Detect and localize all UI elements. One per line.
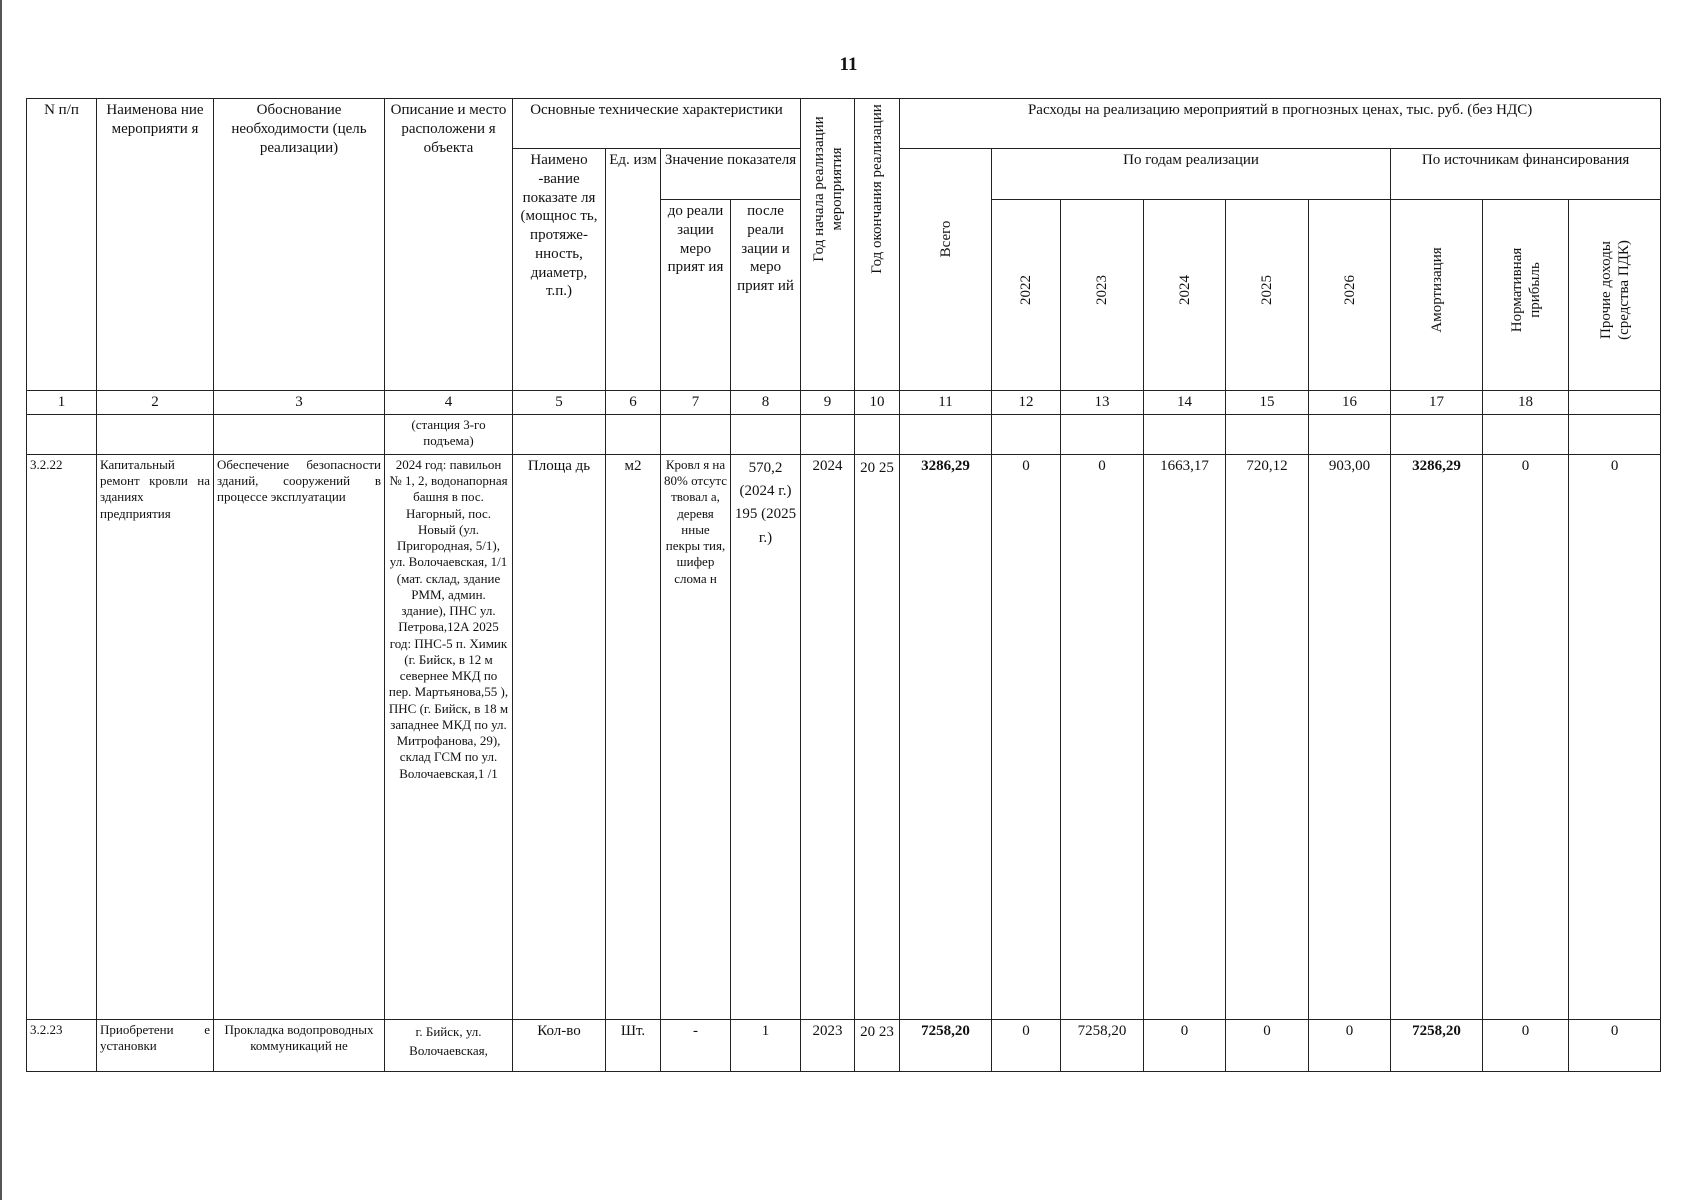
column-number: 6 — [606, 391, 661, 415]
column-number — [1569, 391, 1661, 415]
header-tech-value-group: Значение показателя — [661, 149, 801, 200]
row-justification: Обеспечение безопасности зданий, сооружений в процессе эксплуатации — [214, 454, 385, 1019]
header-name: Наименова ние мероприяти я — [97, 99, 214, 391]
column-number-row — [27, 391, 1661, 415]
column-number: 14 — [1144, 391, 1226, 415]
row-2026: 903,00 — [1309, 454, 1391, 1019]
page-number: 11 — [839, 54, 858, 75]
header-year-2026: 2026 — [1309, 200, 1391, 391]
column-number: 9 — [801, 391, 855, 415]
header-source-profit: Нормативная прибыль — [1483, 200, 1569, 391]
header-tech-group: Основные технические характеристики — [513, 99, 801, 149]
row-year-start: 2024 — [801, 454, 855, 1019]
row-description: 2024 год: павильон № 1, 2, водонапорная башня в пос. Нагорный, пос. Новый (ул. Пригородная, 5/1), ул. Волочаевская, 1/1 (мат. склад, здание РММ, админ. здание), ПНС ул. Петрова,12А 2025 год: ПНС-5 п. Химик (г. Бийск, в 12 м севернее МКД по пер. Мартьянова,55 ), ПНС (г. Бийск, в 18 м западнее МКД по ул. Митрофанова, 29), склад ГСМ по ул. Волочаевская,1 /1 — [385, 454, 513, 1019]
row-other: 0 — [1569, 454, 1661, 1019]
row-other: 0 — [1569, 1019, 1661, 1071]
row-num: 3.2.22 — [27, 454, 97, 1019]
row-num: 3.2.23 — [27, 1019, 97, 1071]
row-total: 3286,29 — [900, 454, 992, 1019]
header-tech-after: после реали зации и меро прият ий — [731, 200, 801, 391]
header-year-end: Год окончания реализации — [855, 99, 900, 391]
row-before: Кровл я на 80% отсутс твовал а, деревя нные пекры тия, шифер слома н — [661, 454, 731, 1019]
row-description: г. Бийск, ул. Волочаевская, — [385, 1019, 513, 1071]
column-number: 8 — [731, 391, 801, 415]
row-justification: Прокладка водопроводных коммуникаций не — [214, 1019, 385, 1071]
row-2023: 0 — [1061, 454, 1144, 1019]
investment-program-table — [26, 98, 1661, 1072]
header-num: N п/п — [27, 99, 97, 391]
header-year-2023: 2023 — [1061, 200, 1144, 391]
row-total: 7258,20 — [900, 1019, 992, 1071]
column-number: 15 — [1226, 391, 1309, 415]
row-2024: 0 — [1144, 1019, 1226, 1071]
header-tech-unit: Ед. изм — [606, 149, 661, 391]
row-unit: Шт. — [606, 1019, 661, 1071]
row-amortization: 3286,29 — [1391, 454, 1483, 1019]
column-number: 2 — [97, 391, 214, 415]
header-year-2024: 2024 — [1144, 200, 1226, 391]
row-name: Капитальный ремонт кровли на зданиях предприятия — [97, 454, 214, 1019]
row-year-end: 20 25 — [855, 454, 900, 1019]
header-justification: Обоснование необходимости (цель реализации) — [214, 99, 385, 391]
header-tech-name: Наимено -вание показате ля (мощнос ть, протяже- нность, диаметр, т.п.) — [513, 149, 606, 391]
row-profit: 0 — [1483, 454, 1569, 1019]
column-number: 11 — [900, 391, 992, 415]
column-number: 13 — [1061, 391, 1144, 415]
column-number: 12 — [992, 391, 1061, 415]
table-row — [27, 1019, 1661, 1071]
row-after: 1 — [731, 1019, 801, 1071]
row-2025: 720,12 — [1226, 454, 1309, 1019]
header-year-start: Год начала реализации мероприятия — [801, 99, 855, 391]
table-row — [27, 454, 1661, 1019]
row-year-start: 2023 — [801, 1019, 855, 1071]
column-number: 1 — [27, 391, 97, 415]
header-expenses-group: Расходы на реализацию мероприятий в прогнозных ценах, тыс. руб. (без НДС) — [900, 99, 1661, 149]
row-year-end: 20 23 — [855, 1019, 900, 1071]
row-2022: 0 — [992, 454, 1061, 1019]
column-number: 7 — [661, 391, 731, 415]
row-profit: 0 — [1483, 1019, 1569, 1071]
column-number: 10 — [855, 391, 900, 415]
scan-edge-line — [0, 0, 2, 1200]
row-after: 570,2 (2024 г.) 195 (2025 г.) — [731, 454, 801, 1019]
row-unit: м2 — [606, 454, 661, 1019]
row-name: Приобретени е установки — [97, 1019, 214, 1071]
header-description: Описание и место расположени я объекта — [385, 99, 513, 391]
header-year-2025: 2025 — [1226, 200, 1309, 391]
column-number: 16 — [1309, 391, 1391, 415]
header-by-years: По годам реализации — [992, 149, 1391, 200]
continuation-description: (станция 3-го подъема) — [385, 414, 513, 454]
header-year-2022: 2022 — [992, 200, 1061, 391]
continuation-row — [27, 414, 1661, 454]
row-2026: 0 — [1309, 1019, 1391, 1071]
column-number: 17 — [1391, 391, 1483, 415]
row-amortization: 7258,20 — [1391, 1019, 1483, 1071]
row-indicator: Площа дь — [513, 454, 606, 1019]
header-source-other: Прочие доходы (средства ПДК) — [1569, 200, 1661, 391]
row-2023: 7258,20 — [1061, 1019, 1144, 1071]
row-2022: 0 — [992, 1019, 1061, 1071]
row-before: - — [661, 1019, 731, 1071]
header-by-sources: По источникам финансирования — [1391, 149, 1661, 200]
column-number: 4 — [385, 391, 513, 415]
row-2024: 1663,17 — [1144, 454, 1226, 1019]
column-number: 18 — [1483, 391, 1569, 415]
header-source-amortization: Амортизация — [1391, 200, 1483, 391]
column-number: 3 — [214, 391, 385, 415]
row-indicator: Кол-во — [513, 1019, 606, 1071]
column-number: 5 — [513, 391, 606, 415]
header-total: Всего — [900, 149, 992, 391]
header-tech-before: до реали зации меро прият ия — [661, 200, 731, 391]
row-2025: 0 — [1226, 1019, 1309, 1071]
